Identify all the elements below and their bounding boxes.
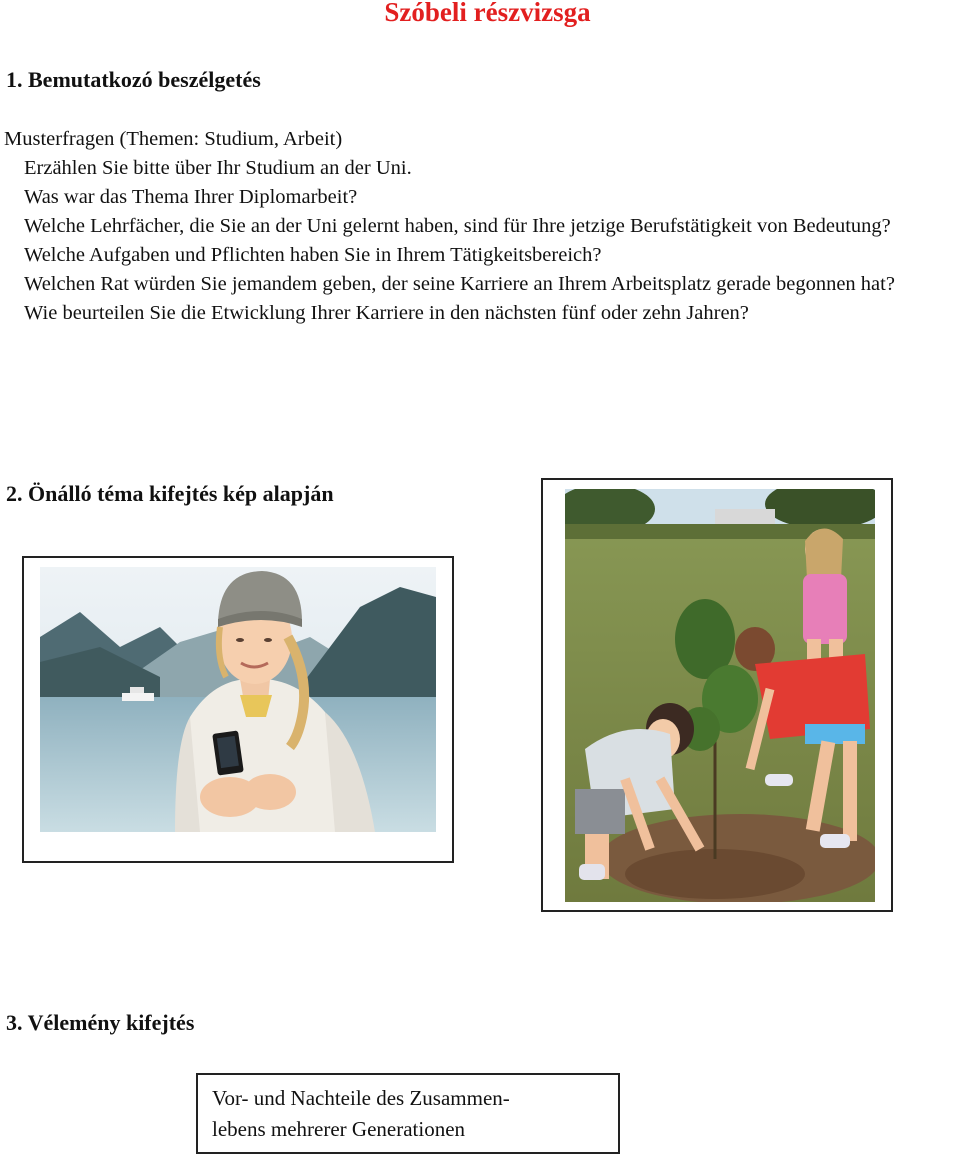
picture-frame-left: [22, 556, 454, 863]
page-title: Szóbeli részvizsga: [384, 0, 591, 27]
question-item: Erzählen Sie bitte über Ihr Studium an der Uni.: [24, 157, 412, 179]
question-item: Welche Aufgaben und Pflichten haben Sie in Ihrem Tätigkeitsbereich?: [24, 244, 602, 266]
section-3-heading: 3. Vélemény kifejtés: [6, 1010, 195, 1035]
section-1-heading: 1. Bemutatkozó beszélgetés: [6, 67, 261, 92]
topic-line: lebens mehrerer Generationen: [212, 1117, 466, 1141]
picture-frame-right: [541, 478, 893, 912]
question-item: Welche Lehrfächer, die Sie an der Uni gelernt haben, sind für Ihre jetzige Berufstätigkeit von Bedeutung?: [24, 215, 891, 237]
topic-line: Vor- und Nachteile des Zusammen-: [212, 1086, 510, 1110]
questions-intro: Musterfragen (Themen: Studium, Arbeit): [4, 128, 343, 150]
question-item: Wie beurteilen Sie die Etwicklung Ihrer Karriere in den nächsten fünf oder zehn Jahren?: [24, 302, 749, 324]
question-list: [4, 125, 960, 328]
discussion-topic-box: [196, 1073, 620, 1154]
children-planting-tree-photo: [565, 489, 875, 902]
woman-with-phone-photo: [40, 567, 436, 832]
question-item: Was war das Thema Ihrer Diplomarbeit?: [24, 186, 358, 208]
section-2-heading: 2. Önálló téma kifejtés kép alapján: [6, 481, 334, 506]
question-item: Welchen Rat würden Sie jemandem geben, der seine Karriere an Ihrem Arbeitsplatz gerade begonnen hat?: [24, 273, 895, 295]
